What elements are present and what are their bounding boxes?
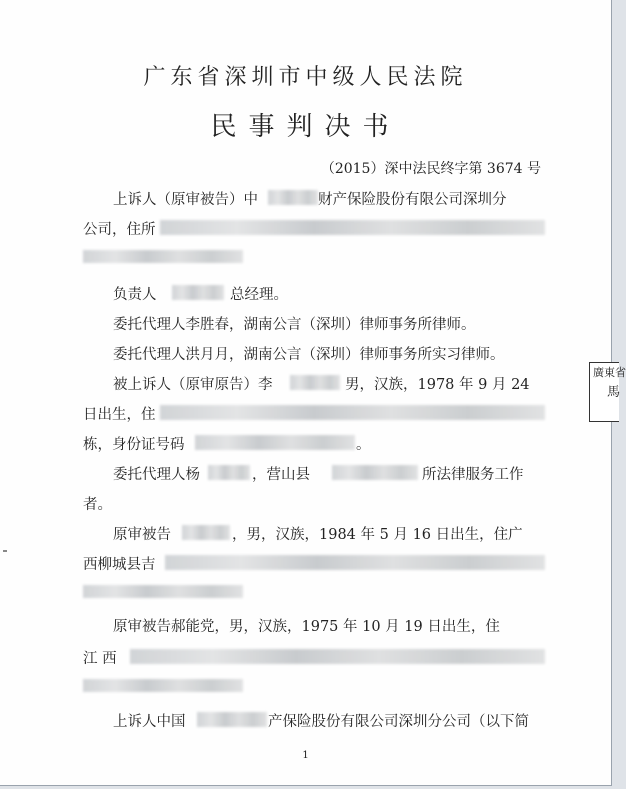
appellee-id-label: 栋，身份证号码 — [83, 437, 185, 453]
court-name: 广东省深圳市中级人民法院 — [143, 65, 468, 90]
redacted-text — [160, 405, 545, 420]
redacted-text — [172, 285, 224, 300]
responsible-person-title: 总经理。 — [230, 287, 288, 303]
agent-line-3-mid: ，营山县 — [252, 467, 310, 483]
appellee-label: 被上诉人（原审原告）李 — [113, 377, 273, 393]
redacted-text — [83, 679, 243, 692]
appellee-id-end: 。 — [356, 437, 371, 453]
redacted-text — [165, 555, 545, 570]
agent-line-2: 委托代理人洪月月，湖南公言（深圳）律师事务所实习律师。 — [113, 347, 505, 363]
appellant-address-label: 公司，住所 — [83, 222, 156, 238]
redacted-text — [160, 220, 545, 235]
final-paragraph-start: 上诉人中国 — [113, 714, 186, 730]
defendant2-info: 原审被告郝能党，男，汉族，1975 年 10 月 19 日出生，住 — [113, 619, 500, 635]
defendant1-label: 原审被告 — [113, 527, 171, 543]
redacted-text — [332, 465, 418, 480]
redacted-text — [130, 649, 545, 664]
responsible-person-label: 负责人 — [113, 287, 157, 303]
agent-line-3-end: 所法律服务工作 — [422, 467, 524, 483]
appellee-info: 男，汉族，1978 年 9 月 24 — [345, 377, 530, 393]
redacted-text — [182, 525, 230, 540]
final-paragraph-text: 产保险股份有限公司深圳分公司（以下简 — [268, 714, 529, 730]
agent-line-1: 委托代理人李胜春，湖南公言（深圳）律师事务所律师。 — [113, 317, 476, 333]
redacted-text — [83, 585, 243, 598]
defendant1-address: 西柳城县吉 — [83, 557, 156, 573]
agent-line-3-cont: 者。 — [83, 497, 112, 513]
side-stamp — [589, 362, 626, 422]
redacted-text — [195, 435, 355, 450]
redacted-text — [268, 190, 318, 205]
appellant-label: 上诉人（原审被告）中 — [113, 192, 258, 208]
case-number: （2015）深中法民终字第 3674 号 — [320, 161, 541, 177]
stamp-line-2: 馬 — [607, 385, 621, 400]
stamp-line-1: 廣東省 — [593, 366, 626, 379]
document-title: 民事判决书 — [210, 112, 401, 142]
redacted-text — [197, 712, 267, 727]
redacted-text — [290, 375, 340, 390]
appellee-birth: 日出生，住 — [83, 407, 156, 423]
scan-speck — [3, 550, 7, 552]
page-number: 1 — [302, 750, 309, 761]
agent-line-3-start: 委托代理人杨 — [113, 467, 200, 483]
defendant1-info: ，男，汉族，1984 年 5 月 16 日出生，住广 — [232, 527, 523, 543]
appellant-company: 财产保险股份有限公司深圳分 — [318, 192, 507, 208]
defendant2-address: 江 西 — [83, 651, 117, 667]
redacted-text — [83, 250, 243, 263]
redacted-text — [208, 465, 250, 480]
